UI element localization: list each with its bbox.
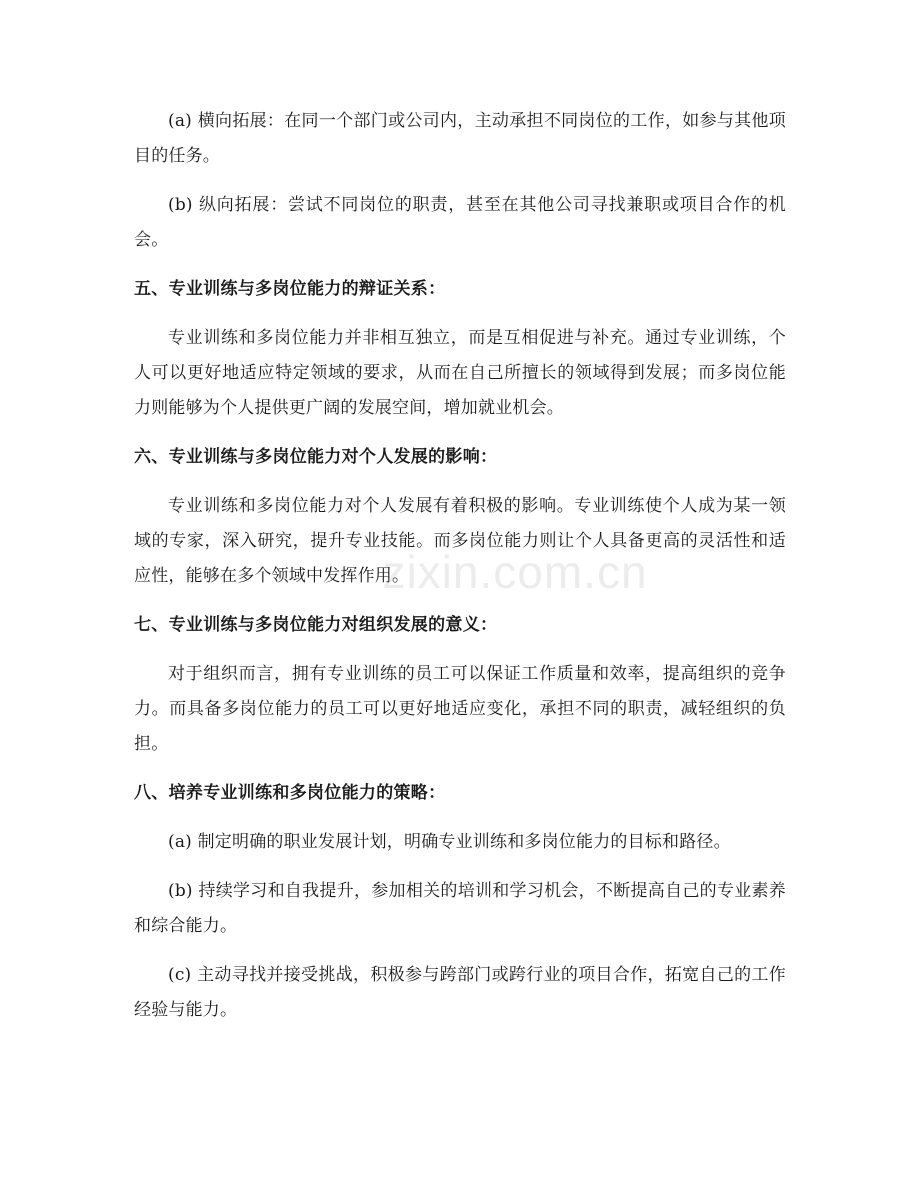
paragraph-vertical-expansion: (b) 纵向拓展：尝试不同岗位的职责，甚至在其他公司寻找兼职或项目合作的机会。: [134, 195, 786, 250]
paragraph-strategy-a: (a) 制定明确的职业发展计划，明确专业训练和多岗位能力的目标和路径。: [168, 832, 731, 852]
paragraph-strategy-b: (b) 持续学习和自我提升，参加相关的培训和学习机会，不断提高自己的专业素养和综合能力。: [134, 881, 786, 936]
paragraph-strategy-c: (c) 主动寻找并接受挑战，积极参与跨部门或跨行业的项目合作，拓宽自己的工作经验与能力。: [134, 965, 786, 1020]
document-body: [134, 104, 786, 1042]
paragraph-personal-impact: 专业训练和多岗位能力对个人发展有着积极的影响。专业训练使个人成为某一领域的专家，深入研究，提升专业技能。而多岗位能力则让个人具备更高的灵活性和适应性，能够在多个领域中发挥作用。: [134, 496, 786, 586]
section-heading-8: 八、培养专业训练和多岗位能力的策略：: [134, 783, 446, 803]
paragraph-dialectical-relation: 专业训练和多岗位能力并非相互独立，而是互相促进与补充。通过专业训练，个人可以更好地适应特定领域的要求，从而在自己所擅长的领域得到发展；而多岗位能力则能够为个人提供更广阔的发展空间，增加就业机会。: [134, 328, 786, 418]
section-heading-7: 七、专业训练与多岗位能力对组织发展的意义：: [134, 615, 498, 635]
section-heading-6: 六、专业训练与多岗位能力对个人发展的影响：: [134, 447, 498, 467]
paragraph-org-significance: 对于组织而言，拥有专业训练的员工可以保证工作质量和效率，提高组织的竞争力。而具备多岗位能力的员工可以更好地适应变化，承担不同的职责，减轻组织的负担。: [134, 664, 786, 754]
watermark: zixin.com.cn: [382, 546, 648, 598]
paragraph-horizontal-expansion: (a) 横向拓展：在同一个部门或公司内，主动承担不同岗位的工作，如参与其他项目的任务。: [134, 111, 786, 166]
section-heading-5: 五、专业训练与多岗位能力的辩证关系：: [134, 279, 446, 299]
